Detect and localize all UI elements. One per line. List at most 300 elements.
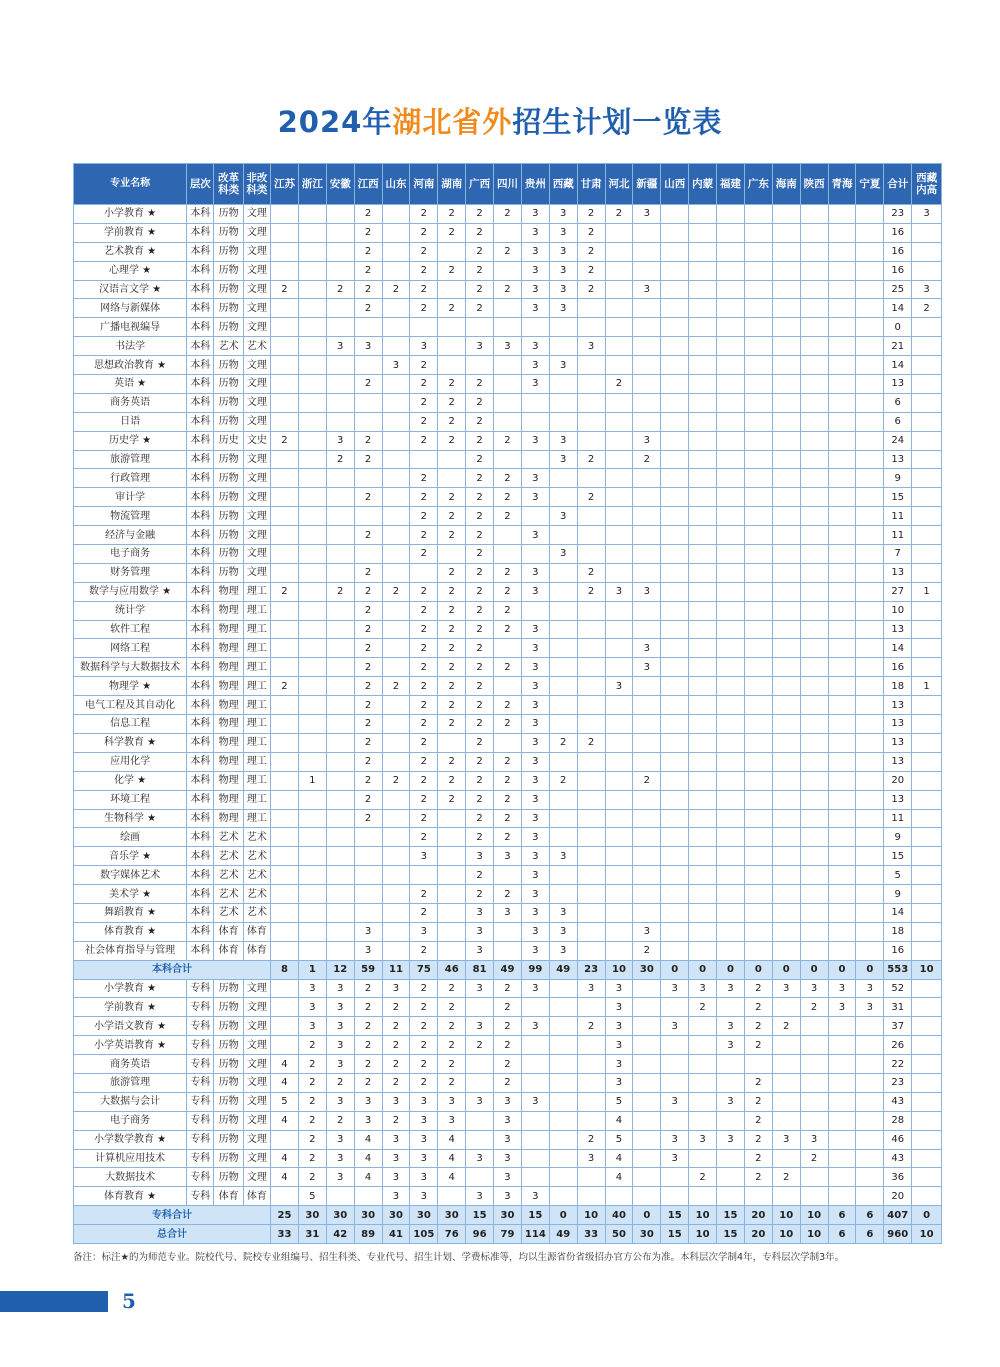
table-cell	[577, 677, 605, 696]
table-cell	[633, 375, 661, 394]
table-cell	[717, 280, 745, 299]
table-cell: 30	[382, 1206, 410, 1225]
table-cell: 10	[605, 960, 633, 979]
table-cell: 9	[884, 885, 912, 904]
table-cell: 2	[410, 696, 438, 715]
major-name-cell: 英语 ★	[74, 375, 187, 394]
table-cell	[298, 469, 326, 488]
table-cell: 体育	[243, 922, 270, 941]
table-cell	[912, 866, 942, 885]
table-cell	[912, 903, 942, 922]
table-cell	[382, 205, 410, 224]
table-cell	[717, 658, 745, 677]
table-cell: 2	[354, 261, 382, 280]
table-cell: 3	[410, 1130, 438, 1149]
table-cell	[549, 790, 577, 809]
table-cell	[298, 828, 326, 847]
table-cell	[605, 620, 633, 639]
table-cell	[717, 1073, 745, 1092]
table-cell: 历物	[214, 280, 243, 299]
table-cell: 历物	[214, 412, 243, 431]
header-col-20: 福建	[717, 164, 745, 205]
table-cell: 3	[549, 356, 577, 375]
table-cell	[912, 223, 942, 242]
table-cell: 本科	[187, 941, 214, 960]
table-cell	[828, 318, 856, 337]
major-name-cell: 科学教育 ★	[74, 733, 187, 752]
table-cell	[298, 790, 326, 809]
table-cell: 2	[605, 205, 633, 224]
table-cell: 本科	[187, 790, 214, 809]
table-cell	[633, 488, 661, 507]
table-cell: 3	[521, 903, 549, 922]
table-cell	[800, 375, 828, 394]
table-cell: 2	[912, 299, 942, 318]
table-cell: 960	[884, 1225, 912, 1244]
table-cell	[271, 242, 299, 261]
header-col-22: 海南	[772, 164, 800, 205]
table-cell: 3	[326, 1055, 354, 1074]
table-cell	[912, 1187, 942, 1206]
table-cell	[800, 903, 828, 922]
table-cell	[633, 469, 661, 488]
table-cell: 3	[410, 847, 438, 866]
major-name-cell: 小学教育 ★	[74, 979, 187, 998]
table-cell	[717, 507, 745, 526]
table-row	[74, 1092, 942, 1111]
major-name-cell: 汉语言文学 ★	[74, 280, 187, 299]
table-cell: 物理	[214, 809, 243, 828]
table-cell: 11	[884, 526, 912, 545]
table-cell: 2	[382, 582, 410, 601]
table-cell	[772, 1187, 800, 1206]
table-cell	[382, 639, 410, 658]
table-cell	[689, 412, 717, 431]
table-cell	[466, 1168, 494, 1187]
table-cell	[912, 450, 942, 469]
table-cell: 2	[326, 582, 354, 601]
table-cell	[549, 412, 577, 431]
table-cell: 3	[521, 431, 549, 450]
table-cell	[772, 375, 800, 394]
table-cell: 15	[521, 1206, 549, 1225]
table-cell: 理工	[243, 771, 270, 790]
table-cell: 4	[271, 1111, 299, 1130]
table-cell	[800, 847, 828, 866]
table-cell: 2	[326, 1073, 354, 1092]
table-cell	[828, 620, 856, 639]
table-cell: 3	[521, 205, 549, 224]
table-cell: 专科	[187, 1149, 214, 1168]
table-cell	[828, 1111, 856, 1130]
table-cell: 3	[521, 752, 549, 771]
table-cell	[382, 601, 410, 620]
table-cell	[772, 431, 800, 450]
table-cell	[549, 809, 577, 828]
major-name-cell: 软件工程	[74, 620, 187, 639]
table-cell: 2	[438, 1036, 466, 1055]
table-cell: 3	[521, 828, 549, 847]
table-cell	[772, 299, 800, 318]
table-cell	[856, 393, 884, 412]
table-cell: 物理	[214, 790, 243, 809]
table-cell: 2	[354, 526, 382, 545]
header-col-10: 湖南	[438, 164, 466, 205]
table-cell: 49	[494, 960, 522, 979]
table-cell: 2	[744, 1130, 772, 1149]
major-name-cell: 心理学 ★	[74, 261, 187, 280]
table-cell	[717, 431, 745, 450]
table-cell	[521, 1036, 549, 1055]
table-cell: 3	[856, 998, 884, 1017]
table-cell	[828, 1187, 856, 1206]
header-col-3: 非改科类	[243, 164, 270, 205]
table-row	[74, 393, 942, 412]
table-cell	[577, 828, 605, 847]
table-cell	[717, 715, 745, 734]
major-name-cell: 审计学	[74, 488, 187, 507]
table-cell: 2	[772, 1017, 800, 1036]
table-cell	[856, 1017, 884, 1036]
header-col-13: 贵州	[521, 164, 549, 205]
table-cell: 0	[828, 960, 856, 979]
major-name-cell: 音乐学 ★	[74, 847, 187, 866]
table-cell	[772, 393, 800, 412]
table-cell: 2	[410, 205, 438, 224]
table-cell: 2	[354, 375, 382, 394]
table-cell	[605, 922, 633, 941]
table-cell	[828, 488, 856, 507]
table-cell	[633, 790, 661, 809]
table-cell: 2	[382, 998, 410, 1017]
table-cell: 75	[410, 960, 438, 979]
table-row	[74, 375, 942, 394]
table-cell	[382, 375, 410, 394]
table-cell: 历物	[214, 545, 243, 564]
table-cell	[661, 620, 689, 639]
table-cell: 25	[271, 1206, 299, 1225]
table-cell	[326, 375, 354, 394]
table-cell	[661, 601, 689, 620]
table-cell: 3	[298, 1017, 326, 1036]
table-cell: 2	[800, 1149, 828, 1168]
table-row	[74, 507, 942, 526]
table-cell: 本科	[187, 809, 214, 828]
table-cell	[382, 412, 410, 431]
table-cell	[577, 771, 605, 790]
table-cell: 物理	[214, 582, 243, 601]
table-cell	[605, 356, 633, 375]
title-suffix: 招生计划一览表	[512, 105, 723, 139]
table-cell	[326, 752, 354, 771]
major-name-cell: 数字媒体艺术	[74, 866, 187, 885]
table-cell	[772, 847, 800, 866]
table-cell: 3	[466, 1187, 494, 1206]
table-cell: 历物	[214, 1168, 243, 1187]
table-cell	[494, 393, 522, 412]
table-cell	[772, 677, 800, 696]
table-cell	[326, 507, 354, 526]
table-cell	[521, 1073, 549, 1092]
table-cell	[577, 696, 605, 715]
table-row	[74, 488, 942, 507]
table-cell: 文理	[243, 242, 270, 261]
table-cell: 24	[884, 431, 912, 450]
table-cell	[271, 375, 299, 394]
table-cell	[605, 393, 633, 412]
table-cell: 3	[354, 1111, 382, 1130]
table-cell	[717, 696, 745, 715]
table-cell	[661, 828, 689, 847]
table-cell	[856, 752, 884, 771]
table-cell: 2	[326, 450, 354, 469]
table-cell: 2	[466, 507, 494, 526]
table-cell: 114	[521, 1225, 549, 1244]
table-cell	[271, 337, 299, 356]
table-cell	[661, 261, 689, 280]
table-cell	[912, 885, 942, 904]
table-cell	[326, 733, 354, 752]
table-cell	[772, 280, 800, 299]
table-cell	[494, 261, 522, 280]
table-cell	[772, 639, 800, 658]
table-cell: 16	[884, 658, 912, 677]
table-cell: 3	[661, 1130, 689, 1149]
table-cell: 2	[410, 733, 438, 752]
table-cell	[354, 318, 382, 337]
table-cell: 2	[466, 620, 494, 639]
table-cell: 3	[521, 563, 549, 582]
table-cell: 文理	[243, 1092, 270, 1111]
table-row	[74, 809, 942, 828]
table-cell: 3	[494, 903, 522, 922]
table-cell: 2	[438, 412, 466, 431]
table-cell	[800, 356, 828, 375]
table-cell: 30	[354, 1206, 382, 1225]
table-cell: 6	[884, 393, 912, 412]
table-cell: 3	[410, 922, 438, 941]
table-cell: 3	[521, 677, 549, 696]
table-cell: 2	[466, 205, 494, 224]
table-cell	[772, 601, 800, 620]
table-cell	[912, 1036, 942, 1055]
table-cell	[800, 771, 828, 790]
table-header-row	[74, 164, 942, 205]
table-cell: 4	[271, 1149, 299, 1168]
table-cell: 历物	[214, 488, 243, 507]
table-cell	[577, 1168, 605, 1187]
table-cell	[661, 242, 689, 261]
table-cell: 26	[884, 1036, 912, 1055]
table-row	[74, 677, 942, 696]
table-cell	[912, 979, 942, 998]
table-cell	[271, 979, 299, 998]
table-cell	[661, 658, 689, 677]
table-cell: 2	[410, 469, 438, 488]
table-cell	[354, 903, 382, 922]
table-cell	[912, 639, 942, 658]
table-cell	[912, 563, 942, 582]
table-cell	[800, 337, 828, 356]
table-cell: 2	[438, 771, 466, 790]
table-cell: 43	[884, 1092, 912, 1111]
table-cell: 76	[438, 1225, 466, 1244]
table-cell	[828, 828, 856, 847]
table-cell: 物理	[214, 601, 243, 620]
table-cell	[856, 356, 884, 375]
table-cell	[326, 790, 354, 809]
table-cell	[717, 205, 745, 224]
table-cell: 物理	[214, 715, 243, 734]
table-cell: 历物	[214, 1036, 243, 1055]
table-cell	[912, 469, 942, 488]
table-cell: 文理	[243, 545, 270, 564]
table-cell	[466, 1130, 494, 1149]
table-cell	[549, 1036, 577, 1055]
table-cell	[828, 242, 856, 261]
table-cell: 5	[298, 1187, 326, 1206]
table-cell: 2	[577, 733, 605, 752]
table-cell: 本科	[187, 601, 214, 620]
table-cell	[717, 526, 745, 545]
table-cell: 2	[354, 582, 382, 601]
major-name-cell: 网络工程	[74, 639, 187, 658]
table-cell	[271, 563, 299, 582]
table-cell: 2	[466, 771, 494, 790]
major-name-cell: 舞蹈教育 ★	[74, 903, 187, 922]
table-cell	[856, 1036, 884, 1055]
table-cell	[689, 752, 717, 771]
table-cell	[633, 1130, 661, 1149]
table-cell	[661, 1036, 689, 1055]
table-cell	[271, 318, 299, 337]
table-cell	[605, 941, 633, 960]
table-cell	[717, 337, 745, 356]
table-cell	[633, 828, 661, 847]
table-cell: 31	[884, 998, 912, 1017]
table-cell	[549, 979, 577, 998]
table-cell	[298, 242, 326, 261]
table-cell	[633, 507, 661, 526]
table-cell	[856, 1187, 884, 1206]
table-cell: 3	[521, 1017, 549, 1036]
title-highlight: 湖北省外	[392, 105, 513, 139]
table-cell	[605, 658, 633, 677]
table-cell: 52	[884, 979, 912, 998]
table-cell: 3	[717, 1036, 745, 1055]
table-row	[74, 412, 942, 431]
table-cell	[772, 866, 800, 885]
table-cell	[856, 337, 884, 356]
table-cell: 历物	[214, 507, 243, 526]
table-cell: 3	[549, 507, 577, 526]
table-cell: 30	[494, 1206, 522, 1225]
table-cell: 理工	[243, 658, 270, 677]
table-cell	[689, 677, 717, 696]
table-cell: 文理	[243, 299, 270, 318]
table-cell	[605, 866, 633, 885]
table-cell	[605, 790, 633, 809]
table-cell: 2	[438, 696, 466, 715]
table-cell	[856, 242, 884, 261]
table-cell: 5	[605, 1092, 633, 1111]
table-cell	[717, 998, 745, 1017]
table-cell: 2	[577, 450, 605, 469]
table-cell	[326, 620, 354, 639]
table-cell	[382, 563, 410, 582]
table-cell: 10	[912, 1225, 942, 1244]
table-cell: 10	[577, 1206, 605, 1225]
table-cell	[549, 469, 577, 488]
table-cell	[382, 809, 410, 828]
table-cell	[271, 790, 299, 809]
table-cell: 2	[354, 677, 382, 696]
table-cell: 3	[326, 979, 354, 998]
table-cell: 2	[382, 1111, 410, 1130]
table-cell	[689, 1055, 717, 1074]
table-cell: 2	[354, 1073, 382, 1092]
header-col-27: 西藏内高	[912, 164, 942, 205]
table-cell	[828, 280, 856, 299]
table-cell	[717, 356, 745, 375]
table-cell: 3	[494, 1168, 522, 1187]
table-cell: 本科	[187, 828, 214, 847]
table-cell	[549, 1111, 577, 1130]
table-cell: 2	[438, 715, 466, 734]
college-total-row	[74, 1206, 942, 1225]
table-cell	[912, 1149, 942, 1168]
table-cell: 历物	[214, 1055, 243, 1074]
table-cell	[633, 677, 661, 696]
table-cell	[605, 507, 633, 526]
table-cell: 2	[605, 375, 633, 394]
table-cell: 物理	[214, 639, 243, 658]
table-cell: 2	[438, 1017, 466, 1036]
table-cell	[689, 922, 717, 941]
table-cell: 2	[744, 1092, 772, 1111]
table-cell: 15	[884, 488, 912, 507]
table-cell	[828, 922, 856, 941]
table-cell: 本科	[187, 771, 214, 790]
table-cell: 3	[577, 1149, 605, 1168]
table-cell: 2	[689, 998, 717, 1017]
table-cell: 本科	[187, 242, 214, 261]
table-cell: 3	[521, 488, 549, 507]
table-cell	[744, 242, 772, 261]
table-cell: 0	[884, 318, 912, 337]
table-cell: 2	[466, 280, 494, 299]
table-cell	[717, 1168, 745, 1187]
table-cell: 本科	[187, 450, 214, 469]
table-cell	[521, 998, 549, 1017]
table-cell	[856, 205, 884, 224]
table-cell: 历物	[214, 450, 243, 469]
table-cell: 本科	[187, 545, 214, 564]
table-cell	[772, 507, 800, 526]
table-cell: 3	[661, 979, 689, 998]
table-cell: 2	[410, 1017, 438, 1036]
table-cell	[828, 658, 856, 677]
table-cell: 3	[521, 790, 549, 809]
table-cell	[856, 809, 884, 828]
table-cell	[744, 526, 772, 545]
table-cell: 2	[438, 488, 466, 507]
table-cell	[633, 979, 661, 998]
table-cell	[382, 469, 410, 488]
table-cell	[354, 356, 382, 375]
table-cell: 本科	[187, 337, 214, 356]
table-cell	[828, 526, 856, 545]
